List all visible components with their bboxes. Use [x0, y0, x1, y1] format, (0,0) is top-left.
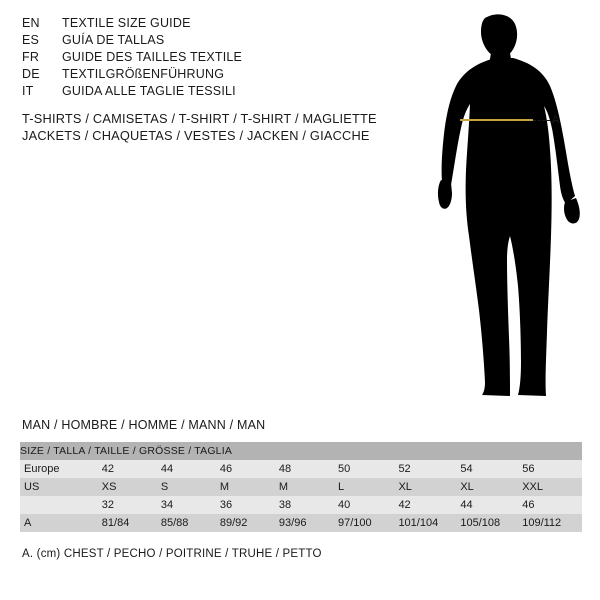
- cell-us-6: XL: [458, 478, 520, 496]
- language-text-es: GUÍA DE TALLAS: [62, 33, 165, 47]
- table-row: [20, 514, 582, 532]
- chest-marker-dash-line: [533, 120, 550, 122]
- cell-europe-2: 46: [218, 460, 277, 478]
- language-code-fr: FR: [22, 50, 40, 64]
- language-header-block: [22, 16, 382, 101]
- language-row-fr: [22, 50, 382, 67]
- silhouette-svg: [400, 10, 600, 410]
- male-silhouette-figure: [400, 10, 600, 410]
- cell-us-0: XS: [100, 478, 159, 496]
- language-text-fr: GUIDE DES TAILLES TEXTILE: [62, 50, 243, 64]
- cell-europe-6: 54: [458, 460, 520, 478]
- table-group-title: MAN / HOMBRE / HOMME / MANN / MAN: [22, 418, 266, 432]
- cell-europe-4: 50: [336, 460, 396, 478]
- cell-numeric-4: 40: [336, 496, 396, 514]
- cell-numeric-0: 32: [100, 496, 159, 514]
- table-row: [20, 496, 582, 514]
- cell-us-3: M: [277, 478, 336, 496]
- row-label-numeric: [20, 496, 100, 514]
- language-row-es: [22, 33, 382, 50]
- cell-europe-1: 44: [159, 460, 218, 478]
- language-row-it: [22, 84, 382, 101]
- row-label-europe: Europe: [20, 460, 100, 478]
- cell-numeric-2: 36: [218, 496, 277, 514]
- cell-numeric-1: 34: [159, 496, 218, 514]
- cell-europe-5: 52: [396, 460, 458, 478]
- category-block: [22, 110, 442, 144]
- language-text-de: TEXTILGRÖßENFÜHRUNG: [62, 67, 225, 81]
- language-row-en: [22, 16, 382, 33]
- row-label-us: US: [20, 478, 100, 496]
- cell-a-4: 97/100: [336, 514, 396, 532]
- cell-a-2: 89/92: [218, 514, 277, 532]
- cell-us-2: M: [218, 478, 277, 496]
- table-row: [20, 478, 582, 496]
- cell-us-4: L: [336, 478, 396, 496]
- cell-numeric-6: 44: [458, 496, 520, 514]
- language-code-de: DE: [22, 67, 40, 81]
- cell-europe-0: 42: [100, 460, 159, 478]
- measurement-footnote: A. (cm) CHEST / PECHO / POITRINE / TRUHE / PETTO: [22, 548, 322, 560]
- category-tshirts: T-SHIRTS / CAMISETAS / T-SHIRT / T-SHIRT / MAGLIETTE: [22, 111, 377, 126]
- cell-europe-7: 56: [520, 460, 582, 478]
- cell-us-1: S: [159, 478, 218, 496]
- cell-numeric-7: 46: [520, 496, 582, 514]
- language-code-it: IT: [22, 84, 34, 98]
- row-label-a: A: [20, 514, 100, 532]
- table-row: [20, 460, 582, 478]
- language-code-es: ES: [22, 33, 40, 47]
- cell-a-6: 105/108: [458, 514, 520, 532]
- cell-numeric-3: 38: [277, 496, 336, 514]
- language-text-it: GUIDA ALLE TAGLIE TESSILI: [62, 84, 236, 98]
- cell-europe-3: 48: [277, 460, 336, 478]
- chest-marker-label: A: [552, 114, 560, 126]
- cell-a-3: 93/96: [277, 514, 336, 532]
- cell-us-7: XXL: [520, 478, 582, 496]
- cell-a-1: 85/88: [159, 514, 218, 532]
- table-header-label: SIZE / TALLA / TAILLE / GRÖSSE / TAGLIA: [20, 442, 582, 460]
- size-table: [20, 442, 582, 532]
- language-row-de: [22, 67, 382, 84]
- cell-us-5: XL: [396, 478, 458, 496]
- language-code-en: EN: [22, 16, 40, 30]
- cell-a-7: 109/112: [520, 514, 582, 532]
- table-header-row: [20, 442, 582, 460]
- cell-a-5: 101/104: [396, 514, 458, 532]
- language-text-en: TEXTILE SIZE GUIDE: [62, 16, 191, 30]
- cell-numeric-5: 42: [396, 496, 458, 514]
- cell-a-0: 81/84: [100, 514, 159, 532]
- category-jackets: JACKETS / CHAQUETAS / VESTES / JACKEN / GIACCHE: [22, 128, 370, 143]
